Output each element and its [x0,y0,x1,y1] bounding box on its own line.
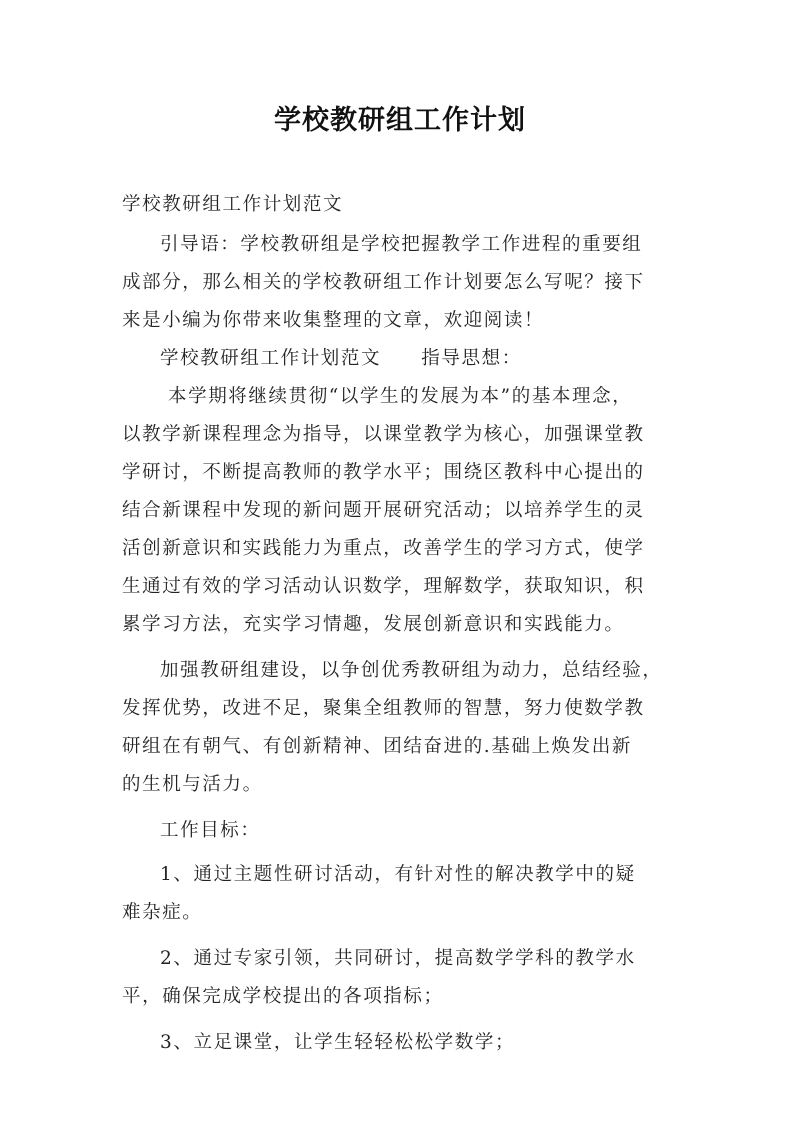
section-heading: 学校教研组工作计划范文 指导思想： [160,348,522,369]
intro-line: 成部分，那么相关的学校教研组工作计划要怎么写呢？接下 [122,272,645,293]
goal-item: 3、立足课堂，让学生轻轻松松学数学； [160,1032,516,1053]
goal-item: 平，确保完成学校提出的各项指标； [122,986,444,1007]
intro-line: 来是小编为你带来收集整理的文章，欢迎阅读！ [122,310,545,331]
paragraph-line: 累学习方法，充实学习情趣，发展创新意识和实践能力。 [122,614,625,635]
paragraph-line: 本学期将继续贯彻“以学生的发展为本”的基本理念， [168,386,633,407]
paragraph-line: 以教学新课程理念为指导，以课堂教学为核心，加强课堂教 [122,424,645,445]
paragraph-line: 研组在有朝气、有创新精神、团结奋进的.基础上焕发出新 [122,736,632,757]
goal-item: 1、通过主题性研讨活动，有针对性的解决教学中的疑 [160,864,636,885]
goals-heading: 工作目标： [160,820,261,841]
paragraph-line: 结合新课程中发现的新问题开展研究活动；以培养学生的灵 [122,500,645,521]
paragraph-line: 生通过有效的学习活动认识数学，理解数学，获取知识，积 [122,576,645,597]
paragraph-line: 发挥优势，改进不足，聚集全组教师的智慧，努力使数学教 [122,698,645,719]
paragraph-line: 加强教研组建设，以争创优秀教研组为动力，总结经验， [160,660,663,681]
document-subtitle: 学校教研组工作计划范文 [122,194,344,215]
document-title: 学校教研组工作计划 [274,105,526,136]
intro-line: 引导语：学校教研组是学校把握教学工作进程的重要组 [160,234,643,255]
paragraph-line: 学研讨，不断提高教师的教学水平；围绕区教科中心提出的 [122,462,645,483]
paragraph-line: 的生机与活力。 [122,774,263,795]
goal-item: 难杂症。 [122,902,203,923]
paragraph-line: 活创新意识和实践能力为重点，改善学生的学习方式，使学 [122,538,645,559]
goal-item: 2、通过专家引领，共同研讨，提高数学学科的教学水 [160,948,636,969]
